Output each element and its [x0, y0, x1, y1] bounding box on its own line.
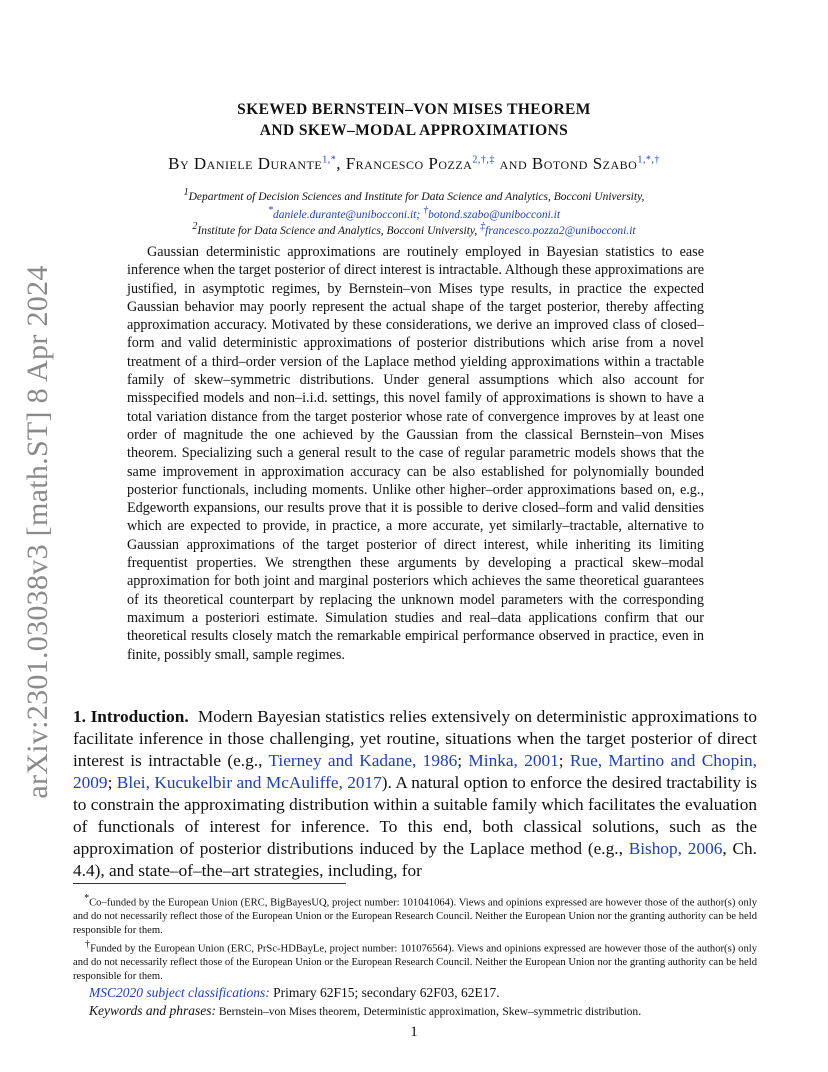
footnote-2-mark: †	[84, 939, 91, 950]
intro-heading: 1. Introduction.	[73, 707, 189, 726]
intro-text-3: , Ch. 4.4), and state–of–the–art strategies, including, for	[73, 839, 757, 880]
footnote-2-text: Funded by the European Union (ERC, PrSc-HDBayLe, project number: 101076564). Views and opinions expressed are however those of the author(s) only and do not necessarily reflect those of the European Union or the European Research Council. Neither the European Union nor the granting authority can be held responsible for them.	[73, 943, 758, 982]
keyword-1: Bernstein–von Mises theorem	[216, 1006, 357, 1018]
citation-rue[interactable]: Rue, Martino and Chopin, 2009	[73, 751, 757, 792]
msc-classification	[89, 985, 500, 1001]
footnote-1-mark: *	[84, 893, 90, 904]
affiliation-1	[0, 186, 828, 222]
citation-sep: ;	[107, 773, 117, 792]
msc-text: Primary 62F15; secondary 62F03, 62E17.	[269, 985, 500, 1000]
footnote-2	[73, 938, 757, 983]
email-pozza[interactable]: francesco.pozza2@unibocconi.it	[485, 224, 636, 237]
email-durante[interactable]: daniele.durante@unibocconi.it;	[272, 208, 421, 221]
introduction-section	[73, 706, 757, 882]
citation-minka[interactable]: Minka, 2001	[468, 751, 559, 770]
author-sep: ,	[336, 154, 346, 173]
affil-2-num: 2	[192, 221, 198, 232]
citation-sep: ;	[457, 751, 469, 770]
keywords-label: Keywords and phrases:	[89, 1003, 216, 1018]
author-pozza-sup[interactable]: 2,†,‡	[472, 154, 495, 166]
page-number: 1	[410, 1024, 418, 1040]
arxiv-stamp: arXiv:2301.03038v3 [math.ST] 8 Apr 2024	[21, 265, 54, 799]
email-3-mark: ‡	[480, 221, 486, 232]
keyword-3: Skew–symmetric distribution	[502, 1006, 639, 1018]
keyword-sep: ,	[495, 1003, 503, 1018]
msc-label[interactable]: MSC2020 subject classifications:	[89, 985, 270, 1000]
email-1-mark: *	[267, 204, 273, 216]
and-label: and	[494, 154, 532, 173]
title-line-1: SKEWED BERNSTEIN–VON MISES THEOREM	[237, 101, 591, 118]
author-szabo: Botond Szabo	[531, 154, 638, 173]
email-szabo[interactable]: botond.szabo@unibocconi.it	[428, 208, 561, 221]
citation-tierney[interactable]: Tierney and Kadane, 1986	[268, 751, 458, 770]
title-line-2: AND SKEW–MODAL APPROXIMATIONS	[259, 122, 569, 139]
footnote-divider	[73, 883, 346, 884]
affil-1-text: Department of Decision Sciences and Institute for Data Science and Analytics, Bocconi University,	[188, 190, 645, 203]
keywords	[89, 1003, 641, 1019]
intro-text-1: Modern Bayesian statistics relies extensively on deterministic approximations to facilitate inference in those challenging, yet routine, situations when the target posterior of direct interest is intractable (e.g.,	[73, 707, 757, 770]
arxiv-sidebar	[18, 265, 58, 799]
citation-sep: ;	[558, 751, 570, 770]
affil-1-num: 1	[183, 187, 189, 198]
citation-bishop[interactable]: Bishop, 2006	[628, 839, 723, 858]
affil-2-text: Institute for Data Science and Analytics, Bocconi University,	[197, 224, 478, 237]
authors	[0, 154, 828, 174]
email-2-mark: †	[423, 204, 429, 216]
footnote-1-text: Co–funded by the European Union (ERC, BigBayesUQ, project number: 101041064). Views and opinions expressed are however those of the author(s) only and do not necessarily reflect those of the European Union or the European Research Council. Neither the European Union nor the granting authority can be held responsible for them.	[73, 897, 758, 936]
author-durante: Daniele Durante	[193, 154, 323, 173]
citation-blei[interactable]: Blei, Kucukelbir and McAuliffe, 2017	[116, 773, 382, 792]
author-szabo-sup[interactable]: 1,*,†	[637, 154, 660, 166]
keyword-sep: ,	[356, 1003, 364, 1018]
footnote-1	[73, 892, 757, 937]
paper-title	[0, 99, 828, 141]
abstract: Gaussian deterministic approximations are routinely employed in Bayesian statistics to ease inference when the target posterior of direct interest is intractable. Although these approximations are justified, in asymptotic regimes, by Bernstein–von Mises type results, in practice the expected Gaussian behavior may poorly represent the actual shape of the target posterior, thereby affecting approximation accuracy. Motivated by these considerations, we derive an improved class of closed–form and valid deterministic approximations of posterior distributions which arise from a novel treatment of a third–order version of the Laplace method yielding approximations within a tractable family of skew–symmetric distributions. Under general assumptions which also account for misspecified models and non–i.i.d. settings, this novel family of approximations is shown to have a total variation distance from the target posterior whose rate of convergence improves by at least one order of magnitude the one achieved by the Gaussian from the classical Bernstein–von Mises theorem. Specializing such a general result to the case of regular parametric models shows that the same improvement in approximation accuracy can be also established for polynomially bounded posterior functionals, including moments. Unlike other higher–order approximations based on, e.g., Edgeworth expansions, our results prove that it is possible to derive closed–form and valid densities which are expected to provide, in practice, a more accurate, yet similarly–tractable, alternative to Gaussian approximations of the target posterior of direct interest, while inheriting its limiting frequentist properties. We strengthen these arguments by developing a practical skew–modal approximation for both joint and marginal posteriors which achieves the same theoretical guarantees of its theoretical counterpart by replacing the unknown model parameters with the corresponding maximum a posteriori estimate. Simulation studies and real–data applications confirm that our theoretical results closely match the remarkable empirical performance observed in practice, even in finite, possibly small, sample regimes.	[127, 244, 704, 663]
intro-text-2: ). A natural option to enforce the desired tractability is to constrain the approximating distribution within a suitable family which facilitates the evaluation of functionals of interest for inference. To this end, both classical solutions, such as the approximation of posterior distributions induced by the Laplace method (e.g.,	[73, 773, 757, 858]
keyword-end: .	[638, 1003, 642, 1018]
author-durante-sup[interactable]: 1,*	[322, 154, 337, 166]
author-pozza: Francesco Pozza	[345, 154, 473, 173]
by-label: By	[168, 154, 190, 173]
keyword-2: Deterministic approximation	[363, 1006, 496, 1018]
affiliation-2	[0, 220, 828, 238]
